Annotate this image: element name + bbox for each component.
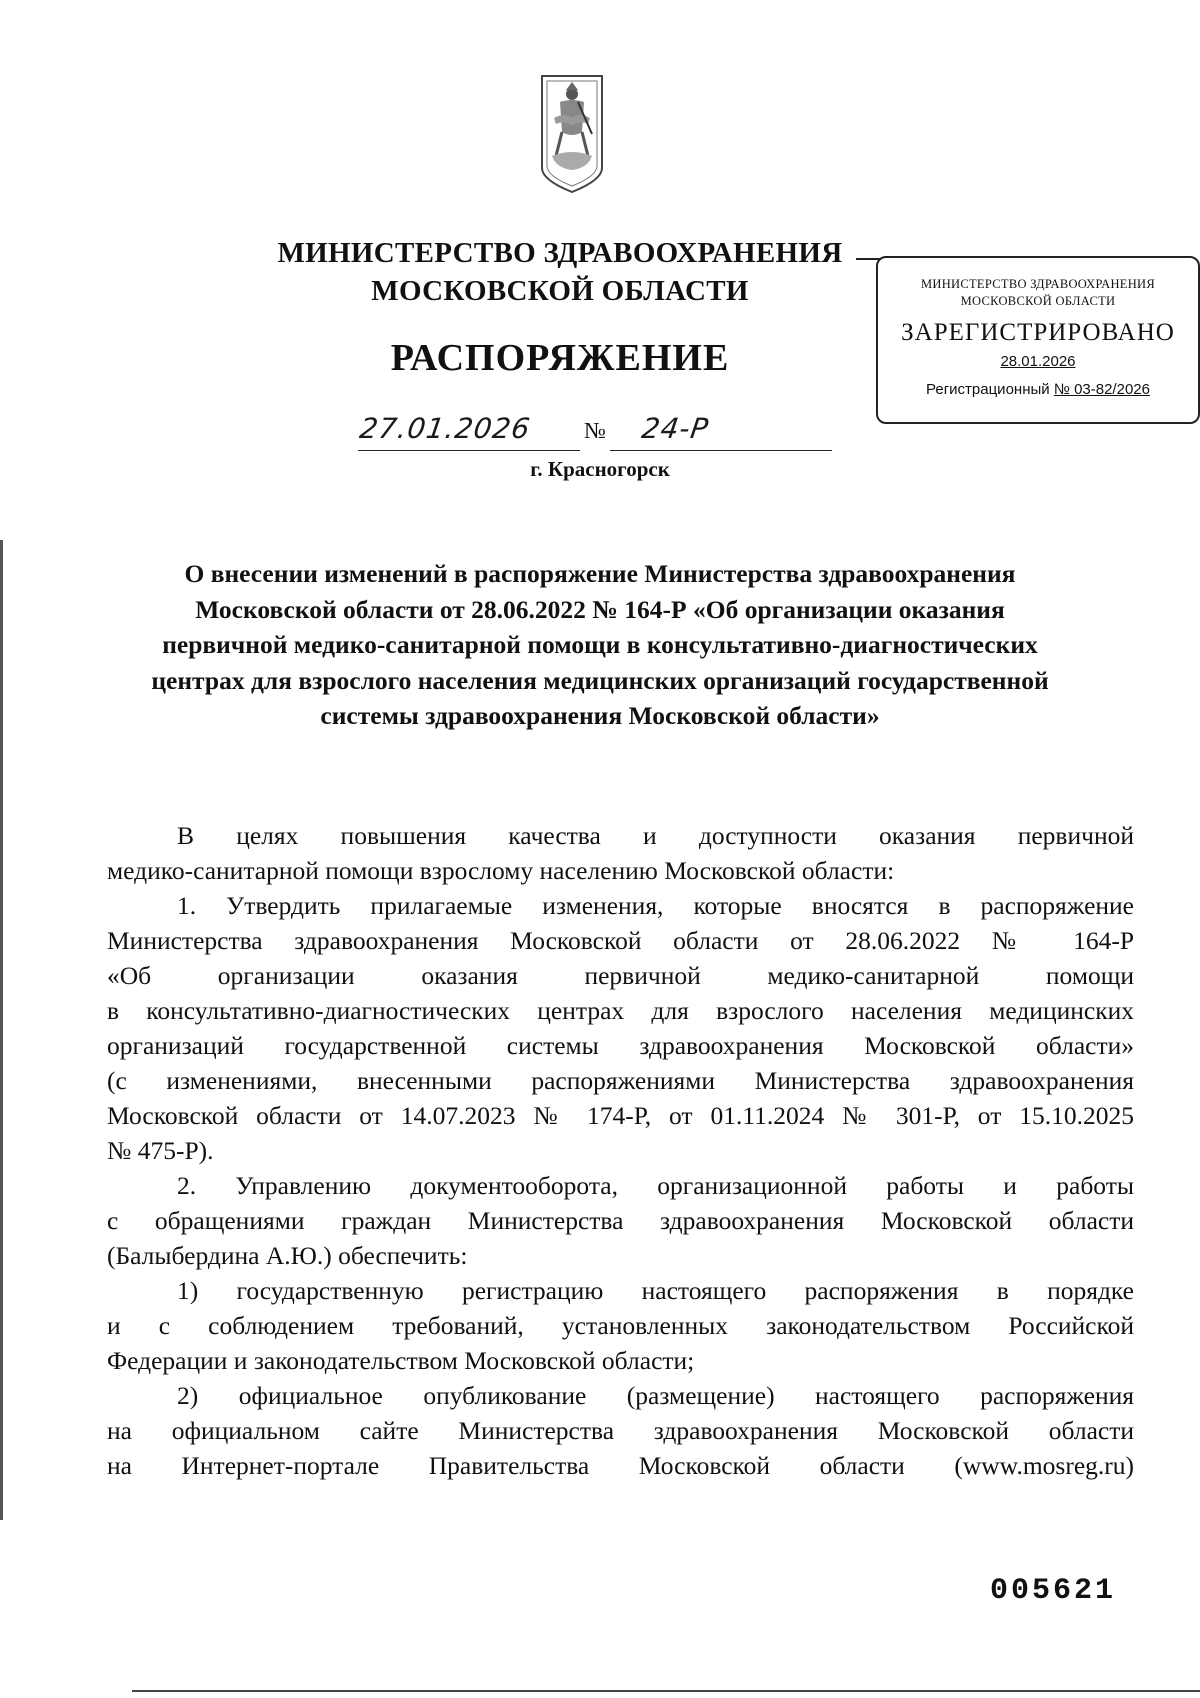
stamp-reg-number: № 03-82/2026 (1053, 381, 1150, 398)
document-type: РАСПОРЯЖЕНИЕ (390, 337, 730, 379)
handwritten-number: 24-Р (639, 412, 711, 445)
body-line: на Интернет-портале Правительства Московской области (www.mosreg.ru) (107, 1451, 1134, 1480)
stamp-org-line-1: МИНИСТЕРСТВО ЗДРАВООХРАНЕНИЯ (920, 277, 1156, 291)
stamp-reg-label: Регистрационный (926, 381, 1050, 398)
body-line: Московской области от 14.07.2023 № 174-Р, от 01.11.2024 № 301-Р, от 15.10.2025 (107, 1101, 1134, 1130)
page-code: 005621 (990, 1574, 1117, 1608)
body-line: и с соблюдением требований, установленных законодательством Российской (107, 1311, 1134, 1340)
body-line: (Балыбердина А.Ю.) обеспечить: (107, 1241, 468, 1270)
coat-of-arms-icon (538, 72, 606, 194)
stamp-org-line-2: МОСКОВСКОЙ ОБЛАСТИ (960, 294, 1116, 308)
body-line: Министерства здравоохранения Московской области от 28.06.2022 № 164-Р (107, 926, 1134, 955)
body-line: 2) официальное опубликование (размещение) настоящего распоряжения (177, 1381, 1134, 1410)
scan-edge (0, 540, 3, 1520)
number-field (610, 410, 832, 451)
ministry-name (250, 234, 870, 310)
bottom-rule (132, 1690, 1200, 1692)
body-line: организаций государственной системы здравоохранения Московской области» (107, 1031, 1134, 1060)
ministry-line-1: МИНИСТЕРСТВО ЗДРАВООХРАНЕНИЯ (277, 237, 843, 269)
body-line: медико-санитарной помощи взрослому населению Московской области: (107, 856, 895, 885)
stamp-registration-number (878, 380, 1198, 400)
ministry-line-2: МОСКОВСКОЙ ОБЛАСТИ (371, 275, 749, 307)
body-line: с обращениями граждан Министерства здравоохранения Московской области (107, 1206, 1134, 1235)
stamp-status: ЗАРЕГИСТРИРОВАНО (901, 319, 1175, 346)
body-line: 1) государственную регистрацию настоящего распоряжения в порядке (177, 1276, 1134, 1305)
body-line: в консультативно-диагностических центрах для взрослого населения медицинских (107, 996, 1134, 1025)
title-line: Московской области от 28.06.2022 № 164-Р «Об организации оказания (195, 594, 1005, 624)
date-field (358, 410, 580, 451)
handwritten-date: 27.01.2026 (357, 412, 533, 445)
number-sign: № (584, 418, 606, 443)
body-line: № 475-Р). (107, 1136, 214, 1165)
title-line: первичной медико-санитарной помощи в консультативно-диагностических (162, 630, 1038, 659)
body-line: (с изменениями, внесенными распоряжениями Министерства здравоохранения (107, 1066, 1134, 1095)
body-line: 1. Утвердить прилагаемые изменения, которые вносятся в распоряжение (177, 891, 1134, 920)
city: г. Красногорск (530, 457, 670, 481)
registration-stamp (876, 256, 1200, 424)
document-body (107, 818, 1134, 1483)
body-line: 2. Управлению документооборота, организационной работы и работы (177, 1171, 1134, 1200)
title-line: О внесении изменений в распоряжение Министерства здравоохранения (184, 559, 1016, 588)
title-line: системы здравоохранения Московской области» (320, 701, 880, 730)
body-line: «Об организации оказания первичной медико-санитарной помощи (107, 961, 1134, 990)
document-title (100, 556, 1100, 734)
body-line: В целях повышения качества и доступности оказания первичной (177, 821, 1134, 850)
body-line: на официальном сайте Министерства здравоохранения Московской области (107, 1416, 1134, 1445)
stamp-date: 28.01.2026 (1000, 353, 1076, 370)
date-number-line (358, 410, 832, 454)
title-line: центрах для взрослого населения медицинских организаций государственной (151, 665, 1049, 695)
body-line: Федерации и законодательством Московской области; (107, 1346, 695, 1375)
